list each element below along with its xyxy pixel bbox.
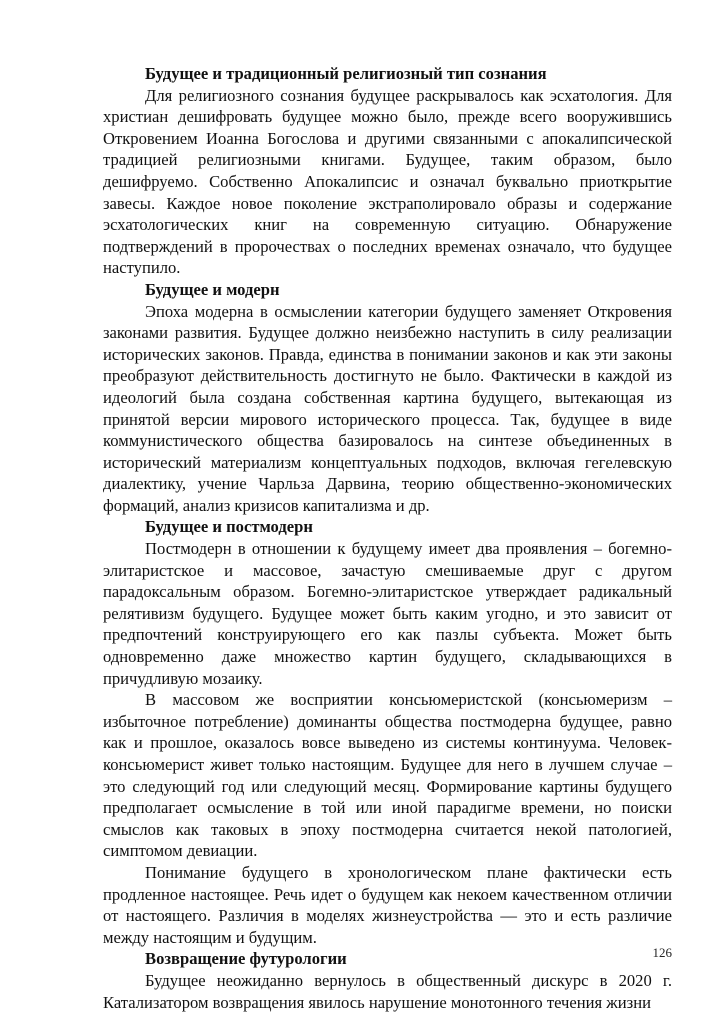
paragraph: Будущее неожиданно вернулось в общественный дискурс в 2020 г. Катализатором возвращения явилось нарушение монотонного течения жизни <box>103 970 672 1012</box>
paragraph: Для религиозного сознания будущее раскрывалось как эсхатология. Для христиан дешифровать будущее можно было, прежде всего вооружившись Откровением Иоанна Богослова и другими связанными с апокалипсической традицией религиозными книгами. Будущее, таким образом, было дешифруемо. Собственно Апокалипсис и означал буквально приоткрытие завесы. Каждое новое поколение экстраполировало образы и содержание эсхатологических книг на современную ситуацию. Обнаружение подтверждений в пророчествах о последних временах означало, что будущее наступило. <box>103 85 672 278</box>
paragraph: В массовом же восприятии консьюмеристской (консьюмеризм – избыточное потребление) доминанты общества постмодерна будущее, равно как и прошлое, оказалось вовсе выведено из системы континуума. Человек-консьюмерист живет только настоящим. Будущее для него в лучшем случае – это следующий год или следующий месяц. Формирование картины будущего предполагает осмысление в той или иной парадигме времени, но поиски смыслов как таковых в эпоху постмодерна считается некой патологией, симптомом девиации. <box>103 690 672 861</box>
paragraph: Постмодерн в отношении к будущему имеет два проявления – богемно-элитаристское и массовое, зачастую смешиваемые друг с другом парадоксальным образом. Богемно-элитаристское утверждает радикальный релятивизм будущего. Будущее может быть каким угодно, и это зависит от предпочтений конструирующего его как пазлы субъекта. Может быть одновременно даже множество картин будущего, складывающихся в причудливую мозаику. <box>103 539 672 688</box>
paragraph: Эпоха модерна в осмыслении категории будущего заменяет Откровения законами развития. Будущее должно неизбежно наступить в силу реализации исторических законов. Правда, единства в понимании законов и как эти законы преобразуют действительность достигнуто не было. Фактически в каждой из идеологий была создана собственная картина будущего, вытекающая из принятой версии мирового исторического процесса. Так, будущее в виде коммунистического общества базировалось на синтезе объединенных в исторический материализм концептуальных подходов, включая гегелевскую диалектику, учение Чарльза Дарвина, теорию общественно-экономических формаций, анализ кризисов капитализма и др. <box>103 301 672 515</box>
document-body <box>103 63 672 1013</box>
section-heading: Будущее и постмодерн <box>145 517 313 537</box>
section-heading: Будущее и традиционный религиозный тип сознания <box>145 64 547 83</box>
paragraph: Понимание будущего в хронологическом плане фактически есть продленное настоящее. Речь идет о будущем как некоем качественном отличии от настоящего. Различия в моделях жизнеустройства — это и есть различие между настоящим и будущим. <box>103 862 672 947</box>
page-number: 126 <box>652 945 672 960</box>
section-heading: Будущее и модерн <box>145 279 280 299</box>
section-heading: Возвращение футурологии <box>145 949 347 969</box>
